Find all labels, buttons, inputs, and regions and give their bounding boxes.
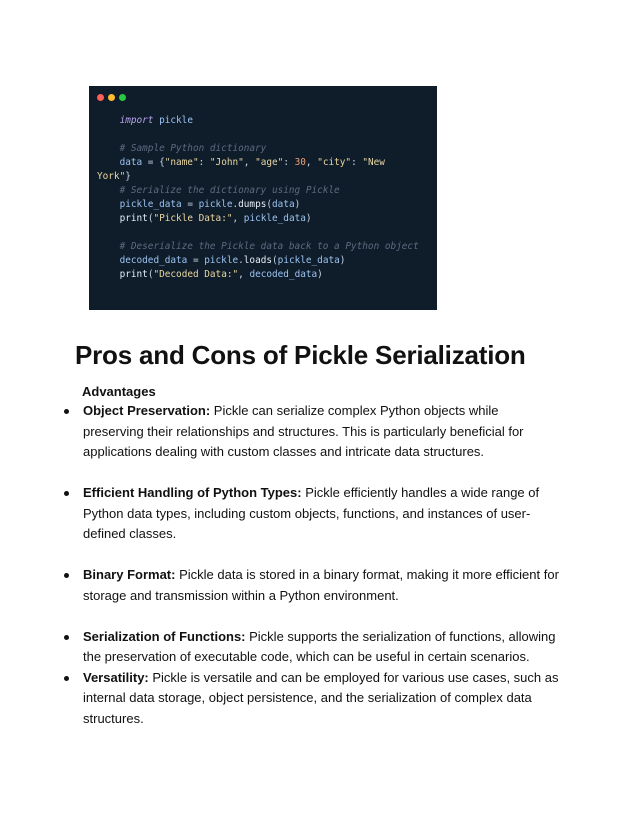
window-controls — [97, 94, 126, 101]
code-token: "Decoded Data:" — [153, 269, 239, 280]
page-title: Pros and Cons of Pickle Serialization — [75, 340, 526, 370]
code-token: , — [305, 157, 318, 168]
code-line — [97, 142, 431, 156]
code-token: "Pickle Data:" — [153, 213, 233, 224]
code-token: ( — [147, 213, 154, 224]
code-token: loads — [243, 255, 273, 266]
code-token: ) — [294, 199, 301, 210]
section-subheading: Advantages — [82, 384, 156, 399]
code-token: "age" — [255, 157, 284, 168]
code-token: "John" — [209, 157, 244, 168]
code-snippet-window — [89, 86, 437, 310]
code-content — [97, 114, 431, 282]
item-term: Efficient Handling of Python Types: — [83, 485, 302, 500]
code-token: ) — [339, 255, 346, 266]
code-token: "name" — [164, 157, 199, 168]
code-line — [97, 198, 431, 212]
code-token: pickle_data — [277, 255, 340, 266]
bullet-icon — [64, 573, 69, 578]
list-item — [62, 483, 562, 545]
code-line — [97, 156, 431, 170]
code-token: . — [232, 199, 239, 210]
list-item — [62, 565, 562, 606]
code-token: : — [283, 157, 295, 168]
bullet-icon — [64, 635, 69, 640]
code-token: ) — [305, 213, 312, 224]
code-token: print — [119, 269, 148, 280]
code-token: decoded_data — [249, 269, 318, 280]
code-token: # Sample Python dictionary — [119, 143, 267, 154]
code-token: = — [181, 199, 199, 210]
code-token: pickle — [198, 199, 233, 210]
code-line — [97, 128, 431, 142]
code-token: . — [238, 255, 244, 266]
code-token: 30 — [294, 157, 306, 168]
code-token: # Deserialize the Pickle data back to a Python object — [119, 241, 419, 252]
code-token: # Serialize the dictionary using Pickle — [119, 185, 340, 196]
code-token: data — [272, 199, 295, 210]
item-term: Object Preservation: — [83, 403, 211, 418]
bullet-icon — [64, 491, 69, 496]
code-token: ( — [147, 269, 154, 280]
item-term: Serialization of Functions: — [83, 628, 246, 644]
item-description: Pickle efficiently handles a wide range of Python data types, including custom objects, functions, and instances of user-defined classes. — [83, 485, 540, 541]
code-token: dumps — [238, 199, 267, 210]
code-token: "city" — [317, 157, 352, 168]
bullet-icon — [64, 676, 69, 681]
list-spacer — [62, 606, 562, 627]
code-token: pickle_data — [119, 199, 182, 210]
code-token: ) — [317, 269, 323, 280]
code-token: "New — [362, 157, 385, 168]
item-description: Pickle can serialize complex Python objects while preserving their relationships and structures. This is particularly beneficial for applications dealing with custom classes and intricate data structures. — [83, 403, 524, 459]
list-spacer — [62, 463, 562, 484]
list-spacer — [62, 545, 562, 566]
code-token: , — [238, 269, 250, 280]
code-token: pickle_data — [243, 213, 306, 224]
code-token: = — [187, 255, 205, 266]
code-token: York" — [97, 171, 126, 182]
list-item — [62, 668, 562, 730]
code-line — [97, 226, 431, 240]
code-line — [97, 254, 431, 268]
list-item — [62, 401, 562, 463]
code-token: = { — [142, 157, 165, 168]
code-line — [97, 184, 431, 198]
list-item — [62, 627, 562, 668]
code-token: , — [243, 157, 256, 168]
code-token: : — [351, 157, 363, 168]
item-description: Pickle data is stored in a binary format, making it more efficient for storage and transmission within a Python environment. — [83, 567, 559, 603]
code-line — [97, 170, 431, 184]
code-line — [97, 268, 431, 282]
code-token: ( — [272, 255, 278, 266]
code-token: } — [125, 171, 131, 182]
code-line — [97, 212, 431, 226]
close-dot-icon — [97, 94, 104, 101]
code-token: pickle — [204, 255, 239, 266]
item-term: Versatility: — [83, 669, 149, 685]
minimize-dot-icon — [108, 94, 115, 101]
code-token: ( — [266, 199, 273, 210]
maximize-dot-icon — [119, 94, 126, 101]
code-token: print — [119, 213, 148, 224]
code-token: , — [232, 213, 244, 224]
code-token: import — [119, 115, 154, 126]
code-token: : — [198, 157, 210, 168]
item-description: Pickle supports the serialization of functions, allowing the preservation of executable code, which can be useful in certain scenarios. — [83, 628, 556, 664]
item-term: Binary Format: — [83, 567, 176, 582]
code-token: data — [119, 157, 143, 168]
bullet-icon — [64, 409, 69, 414]
code-token: pickle — [153, 115, 193, 126]
code-line — [97, 240, 431, 254]
advantages-list — [62, 401, 562, 729]
item-description: Pickle is versatile and can be employed for various use cases, such as internal data storage, object persistence, and the serialization of complex data structures. — [83, 669, 559, 726]
code-line — [97, 114, 431, 128]
code-token: decoded_data — [119, 255, 188, 266]
